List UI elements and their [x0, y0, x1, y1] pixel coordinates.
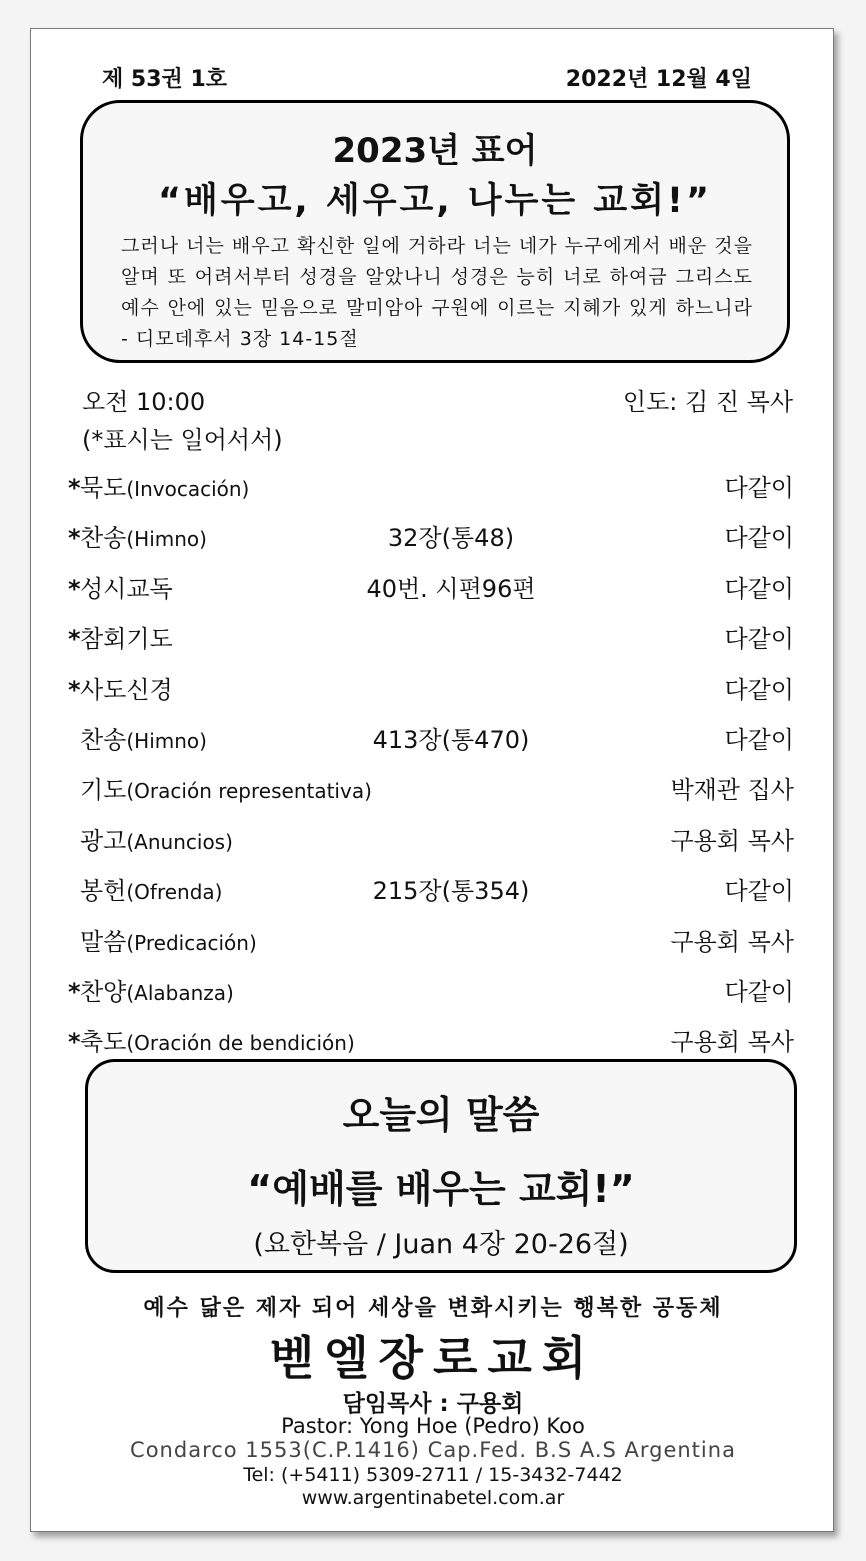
standing-star: * [68, 675, 81, 704]
order-item-name [68, 972, 234, 1007]
order-item-name [68, 518, 207, 553]
order-item-korean: 찬송 [80, 524, 127, 553]
motto-year-title: 2023년 표어 [332, 131, 538, 171]
order-item-spanish: (Himno) [126, 527, 207, 552]
order-of-worship [68, 462, 794, 1067]
order-row [68, 613, 794, 663]
issue-date: 2022년 12월 4일 [565, 67, 752, 92]
motto-verse: 그러나 너는 배우고 확신한 일에 거하라 너는 네가 누구에게서 배운 것을 알며 또 어려서부터 성경을 알았나니 성경은 능히 너로 하여금 그리스도 예수 안에 있는 믿음으로 말미암아 구원에 이르는 지혜가 있게 하느니라 - 디모데후서 3장 14-15절 [121, 235, 753, 350]
order-item-leader: 다같이 [724, 524, 794, 553]
order-item-name [68, 770, 372, 805]
order-item-leader: 다같이 [724, 574, 794, 603]
order-item-hymn: 40번. 시편96편 [366, 574, 536, 603]
standing-star: * [68, 625, 81, 654]
sermon-box [85, 1059, 797, 1273]
order-item-spanish: (Ofrenda) [126, 880, 223, 905]
order-item-spanish: (Oración de bendición) [126, 1031, 355, 1056]
sermon-title: “예배를 배우는 교회!” [247, 1167, 635, 1211]
standing-star: * [68, 977, 81, 1006]
standing-star: * [68, 474, 81, 502]
standing-star: * [68, 524, 81, 553]
standing-note: (*표시는 일어서서) [82, 426, 283, 454]
order-item-spanish: (Invocación) [126, 477, 250, 501]
pastor-korean: 담임목사 : 구용회 [342, 1391, 524, 1417]
motto-box [80, 100, 790, 363]
order-row [68, 512, 794, 562]
order-item-leader: 구용회 목사 [670, 826, 794, 855]
service-time: 오전 10:00 [82, 388, 206, 416]
order-item-leader: 다같이 [724, 977, 794, 1006]
order-item-leader: 다같이 [724, 877, 794, 906]
order-item-spanish: (Oración representativa) [126, 779, 372, 804]
order-item-leader: 다같이 [724, 675, 794, 704]
order-item-name [68, 619, 173, 654]
order-item-name [68, 468, 249, 503]
church-website[interactable]: www.argentinabetel.com.ar [301, 1487, 565, 1509]
order-item-name [68, 821, 233, 856]
order-item-hymn: 413장(통470) [372, 725, 530, 754]
order-row [68, 563, 794, 613]
church-slogan: 예수 닮은 제자 되어 세상을 변화시키는 행복한 공동체 [143, 1296, 723, 1321]
church-address: Condarco 1553(C.P.1416) Cap.Fed. B.S A.S Argentina [130, 1438, 736, 1462]
order-row [68, 462, 794, 512]
motto-title: “배우고, 세우고, 나누는 교회!” [157, 181, 713, 221]
order-item-spanish: (Anuncios) [126, 829, 233, 854]
standing-star: * [68, 1028, 81, 1057]
order-row [68, 916, 794, 966]
order-row [68, 966, 794, 1016]
order-item-korean: 사도신경 [80, 675, 173, 704]
order-item-leader: 구용회 목사 [670, 927, 794, 956]
order-item-hymn: 32장(통48) [387, 524, 515, 553]
order-item-spanish: (Himno) [126, 728, 207, 753]
order-item-korean: 찬양 [80, 977, 127, 1006]
standing-star: * [68, 574, 81, 603]
order-item-leader: 다같이 [724, 474, 794, 502]
order-item-korean: 축도 [80, 1028, 127, 1057]
order-item-korean: 성시교독 [80, 574, 173, 603]
order-item-name [68, 720, 207, 755]
church-phone: Tel: (+5411) 5309-2711 / 15-3432-7442 [243, 1464, 623, 1486]
order-item-korean: 광고 [80, 826, 127, 855]
order-row [68, 865, 794, 915]
order-item-hymn: 215장(통354) [372, 877, 530, 906]
order-item-korean: 말씀 [80, 927, 127, 956]
order-item-korean: 묵도 [80, 474, 127, 502]
order-item-name [68, 670, 173, 705]
order-row [68, 764, 794, 814]
service-leader: 인도: 김 진 목사 [622, 388, 793, 416]
sermon-reference: (요한복음 / Juan 4장 20-26절) [253, 1229, 629, 1260]
order-item-leader: 구용회 목사 [670, 1028, 794, 1057]
sermon-heading: 오늘의 말씀 [342, 1093, 540, 1137]
order-item-leader: 박재관 집사 [670, 776, 794, 805]
order-item-name [68, 569, 173, 604]
order-row [68, 714, 794, 764]
order-item-korean: 봉헌 [80, 877, 127, 906]
order-item-korean: 찬송 [80, 725, 127, 754]
church-name: 벧엘장로교회 [269, 1331, 597, 1385]
issue-volume: 제 53권 1호 [102, 67, 227, 92]
order-item-korean: 기도 [80, 776, 127, 805]
order-item-name [68, 871, 222, 906]
order-row [68, 815, 794, 865]
order-item-leader: 다같이 [724, 725, 794, 754]
order-item-leader: 다같이 [724, 625, 794, 654]
order-item-name [68, 1022, 355, 1057]
order-item-spanish: (Alabanza) [126, 980, 234, 1005]
order-row [68, 664, 794, 714]
pastor-english: Pastor: Yong Hoe (Pedro) Koo [281, 1414, 585, 1438]
order-item-korean: 참회기도 [80, 625, 173, 654]
order-item-spanish: (Predicación) [126, 930, 257, 955]
order-item-name [68, 922, 257, 957]
